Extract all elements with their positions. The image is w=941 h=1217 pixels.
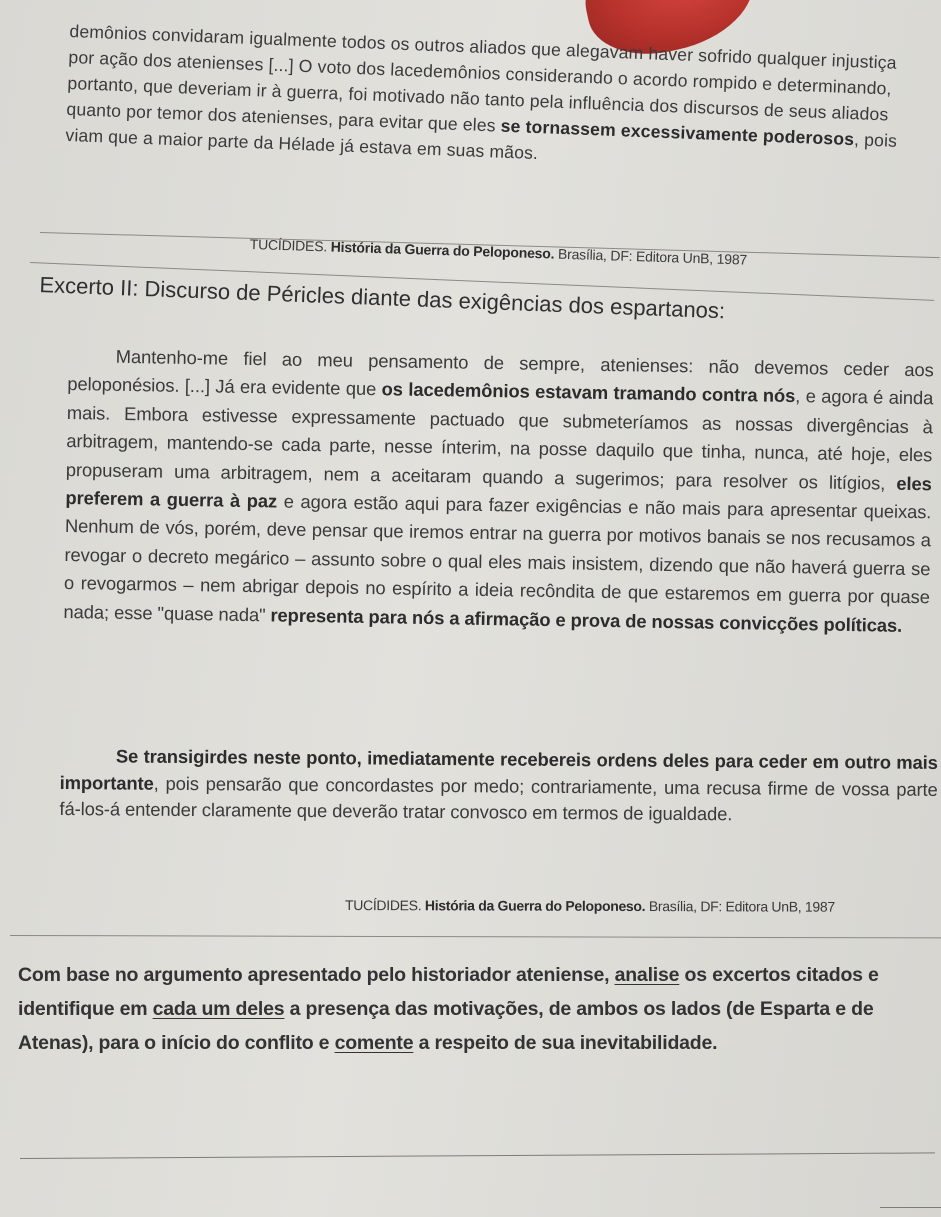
excerpt-1-paragraph [65,18,919,181]
excerpt-2-body [63,342,934,640]
question-underlined: analise [614,964,680,986]
source-citation-2 [345,897,835,915]
source-citation-1 [249,236,747,268]
answer-line [880,1207,941,1208]
citation-publisher: Brasília, DF: Editora UnB, 1987 [557,245,748,268]
excerpt-2-heading: Excerto II: Discurso de Péricles diante das exigências dos espartanos: [39,272,726,324]
citation-work: História da Guerra do Peloponeso. [330,238,555,262]
question-paragraph [18,958,928,1060]
excerpt-1-emphasis: se tornassem excessivamente poderosos [500,115,855,150]
citation-work: História da Guerra do Peloponeso. [424,897,646,915]
question-text: a presença das motivações, de ambos os lados (de Esparta e de Atenas), para o início do conflito e [18,998,874,1054]
divider-line [10,935,941,938]
citation-author: TUCÍDIDES. [249,236,328,255]
question-text: a respeito de sua inevitabilidade. [413,1032,718,1054]
excerpt-2-paragraph [63,342,934,640]
excerpt-2-emphasis: representa para nós a afirmação e prova de nossas convicções políticas. [270,604,903,636]
citation-publisher: Brasília, DF: Editora UnB, 1987 [648,898,835,915]
excerpt-2-emphasis: os lacedemônios estavam tramando contra nós [381,378,796,407]
citation-author: TUCÍDIDES. [344,897,422,914]
question-prompt [18,958,928,1060]
excerpt-2-body-continued [59,743,938,829]
excerpt-1-text: demônios convidaram igualmente todos os outros aliados que alegavam haver sofrido qualquer injustiça por ação dos atenienses [...] O voto dos lacedemônios considerando o acordo rompido e determinando, portanto, que deveriam ir à guerra, foi motivado não tanto pela influência dos discursos de seus aliados quanto por temor dos atenienses, para evitar que eles [66,20,898,136]
excerpt-2-text: e agora estão aqui para fazer exigências e não mais para apresentar queixas. Nenhum de vós, porém, deve pensar que iremos entrar na guerra por motivos banais se nos recusamos a revogar o decreto megárico – assunto sobre o qual eles mais insistem, dizendo que não haverá guerra se o revogarmos – nem abrigar depois no espírito a ideia recôndita de que estaremos em guerra por quase nada; esse "quase nada" [63,490,932,626]
excerpt-2-text: Mantenho-me fiel ao meu pensamento de sempre, atenienses: não devemos ceder aos peloponésios. [...] Já era evidente que [67,345,934,400]
question-underlined: comente [334,1032,414,1054]
question-text: Com base no argumento apresentado pelo historiador ateniense, [18,964,615,986]
excerpt-2-emphasis: eles preferem a guerra à paz [65,472,932,512]
excerpt-1-body [65,18,919,181]
excerpt-2-text: , pois pensarão que concordastes por medo; contrariamente, uma recusa firme de vossa parte fá-los-á entender claramente que deverão tratar convosco em termos de igualdade. [59,772,938,825]
question-text: os excertos citados e identifique em [18,964,879,1020]
excerpt-1-text-end: , pois viam que a maior parte da Hélade já estava em suas mãos. [65,124,898,164]
excerpt-2-paragraph-2 [59,743,938,829]
excerpt-2-text: , e agora é ainda mais. Embora estivesse expressamente pactuado que submeteríamos as nossas divergências à arbitragem, mantendo-se cada parte, nesse ínterim, na posse daquilo que tinha, nunca, até hoje, eles propuseram uma arbitragem, nem a aceitaram quando a sugerimos; para resolver os litígios, [65,385,934,494]
answer-line [20,1152,935,1159]
question-underlined: cada um deles [152,998,285,1020]
excerpt-2-emphasis: Se transigirdes neste ponto, imediatamente recebereis ordens deles para ceder em outro mais importante [59,745,938,794]
